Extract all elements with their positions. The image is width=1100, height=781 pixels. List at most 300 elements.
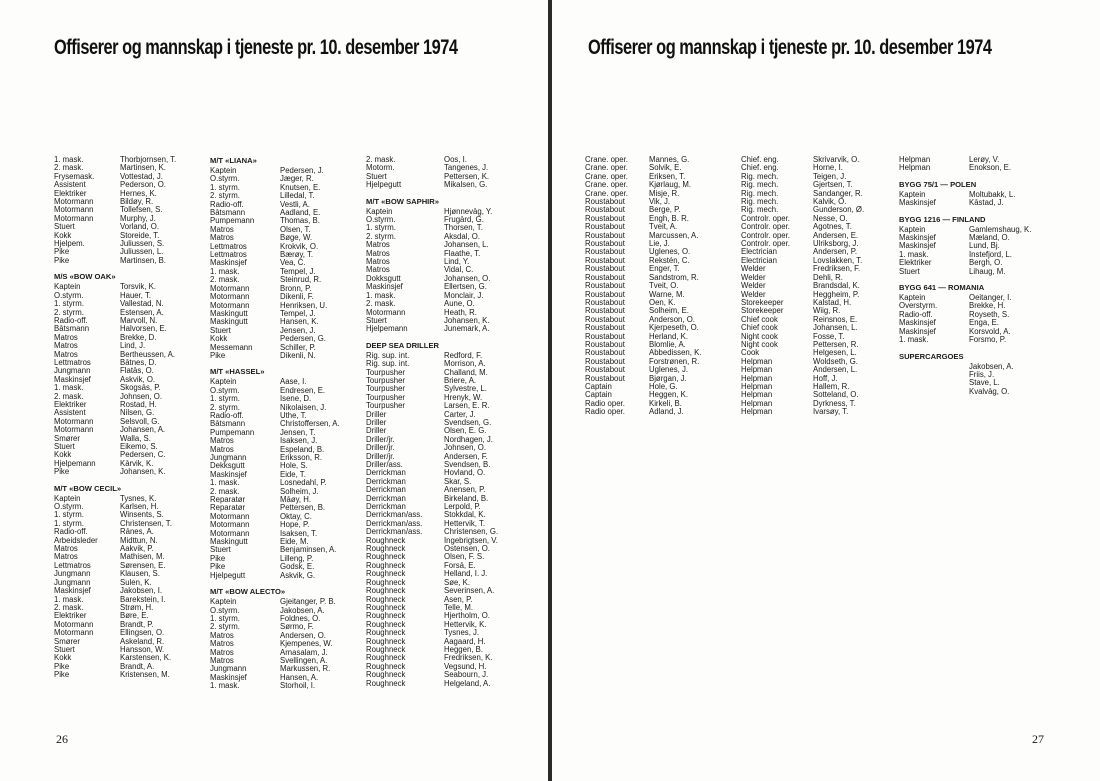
crew-row — [210, 251, 350, 259]
crew-role: Chief cook — [741, 315, 778, 324]
crew-row — [210, 598, 350, 606]
crew-row — [899, 164, 1049, 172]
crew-role: Helpman — [741, 391, 773, 400]
crew-name: Heggen, B. — [444, 645, 484, 654]
crew-row — [54, 367, 192, 375]
crew-section — [741, 156, 891, 417]
crew-row — [210, 285, 350, 293]
crew-row — [210, 192, 350, 200]
crew-row — [585, 181, 725, 189]
crew-role: Maskinsjef — [210, 259, 247, 268]
crew-name: Thomas, B. — [280, 217, 320, 226]
crew-role: Roughneck — [366, 578, 406, 587]
crew-name: Hettervik, T. — [444, 519, 486, 528]
crew-name: Losnedahl, P. — [280, 479, 327, 488]
crew-name: Lerpold, P. — [444, 503, 481, 512]
crew-row — [54, 528, 192, 536]
crew-row — [210, 538, 350, 546]
crew-name: Christensen, G. — [444, 528, 499, 537]
crew-row — [54, 638, 192, 646]
crew-name: Lind, Y. — [444, 258, 470, 267]
crew-row — [366, 528, 508, 536]
crew-role: 2. mask. — [54, 603, 84, 612]
crew-row — [54, 257, 192, 265]
crew-role: 2. styrm. — [210, 403, 240, 412]
crew-role: Helpman — [899, 164, 931, 173]
crew-name: Tempel, J. — [280, 267, 316, 276]
crew-name: Oktay, C. — [280, 512, 312, 521]
crew-row — [366, 173, 508, 181]
crew-name: Morrison, A. — [444, 360, 486, 369]
crew-row — [899, 388, 1049, 396]
crew-name: Severinsen, A. — [444, 587, 495, 596]
crew-role: Roughneck — [366, 654, 406, 663]
crew-role: Driller — [366, 427, 387, 436]
crew-role: Maskinsjef — [899, 319, 936, 328]
crew-role: 2. styrm. — [54, 308, 84, 317]
crew-name: Hettervik, K. — [444, 620, 487, 629]
crew-name: Aune, O. — [444, 300, 475, 309]
crew-role: Kaptein — [366, 207, 393, 216]
crew-row — [210, 327, 350, 335]
crew-row — [54, 190, 192, 198]
crew-row — [585, 375, 725, 383]
crew-role: Kokk — [54, 654, 72, 663]
section-heading: M/T «BOW CECIL» — [54, 483, 122, 493]
crew-name: Helland, I. J. — [444, 570, 488, 579]
crew-name: Sandstrom, R. — [649, 273, 699, 282]
crew-row — [899, 371, 1049, 379]
crew-role: Derrickman/ass. — [366, 511, 423, 520]
crew-name: Olsen, T. — [280, 225, 311, 234]
crew-name: Karlsen, H. — [120, 503, 159, 512]
crew-name: Gamlemshaug, K. — [969, 225, 1032, 234]
roster-column — [899, 156, 1049, 403]
crew-role: Electrician — [741, 248, 777, 257]
crew-role: Elektriker — [54, 189, 87, 198]
crew-name: Monclair, J. — [444, 291, 484, 300]
crew-name: Båtnes, D. — [120, 358, 157, 367]
crew-name: Pettersen, B. — [280, 504, 326, 513]
crew-role: Hjelpegutt — [210, 571, 246, 580]
crew-role: Matros — [54, 342, 78, 351]
crew-row — [54, 468, 192, 476]
crew-role: Radio oper. — [585, 408, 625, 417]
crew-role: O.styrm. — [210, 606, 240, 615]
crew-name: Skogsås, P. — [120, 384, 161, 393]
crew-name: Pedersen, G. — [280, 335, 326, 344]
crew-row — [366, 587, 508, 595]
crew-row — [54, 173, 192, 181]
crew-name: Brandt, A. — [120, 662, 155, 671]
crew-name: Marvoll, N. — [120, 316, 158, 325]
crew-name: Brandsdal, K. — [813, 282, 860, 291]
crew-name: Bærøy, T. — [280, 251, 314, 260]
crew-name: Markussen, R. — [280, 665, 331, 674]
crew-row — [585, 383, 725, 391]
crew-name: Jensen, J. — [280, 326, 316, 335]
crew-role: Jungmann — [54, 367, 91, 376]
crew-row — [210, 167, 350, 175]
crew-row — [366, 352, 508, 360]
crew-name: Isaksen, J. — [280, 437, 318, 446]
crew-role: Pumpemann — [210, 428, 255, 437]
crew-row — [899, 242, 1049, 250]
crew-name: Hernes, K. — [120, 189, 157, 198]
crew-row — [366, 453, 508, 461]
crew-role: Captain — [585, 391, 612, 400]
crew-role: Maskingutt — [210, 309, 248, 318]
crew-name: Kirkeli, B. — [649, 399, 682, 408]
crew-row — [210, 302, 350, 310]
crew-section — [899, 156, 1049, 173]
crew-row — [585, 391, 725, 399]
crew-name: Oos, I. — [444, 156, 467, 164]
crew-name: Hrenyk, W. — [444, 393, 483, 402]
crew-role: Elektriker — [54, 400, 87, 409]
crew-name: Midttun, N. — [120, 536, 158, 545]
crew-row — [741, 181, 891, 189]
crew-name: Forstrønen, R. — [649, 357, 700, 366]
crew-row — [585, 223, 725, 231]
section-heading: M/S «BOW OAK» — [54, 272, 116, 282]
crew-name: Jæger, R. — [280, 175, 314, 184]
crew-name: Christoffersen, A. — [280, 420, 340, 429]
crew-role: Båtsmann — [210, 209, 246, 218]
crew-role — [899, 388, 969, 396]
crew-role: Roustabout — [585, 374, 625, 383]
crew-role: Cook — [741, 349, 760, 358]
crew-row — [741, 400, 891, 408]
crew-row — [585, 198, 725, 206]
crew-row — [366, 604, 508, 612]
crew-role: Chief. eng. — [741, 156, 779, 164]
right-page — [552, 0, 1100, 781]
crew-role: Assistent — [54, 181, 86, 190]
crew-row — [54, 604, 192, 612]
crew-name: Forsmo, P. — [969, 336, 1007, 345]
section-heading: BYGG 75/1 — POLEN — [899, 179, 977, 189]
crew-row — [741, 198, 891, 206]
crew-role: Roustabout — [585, 290, 625, 299]
crew-role: 1. mask. — [210, 682, 240, 691]
crew-row — [899, 226, 1049, 234]
crew-role: Roustabout — [585, 214, 625, 223]
crew-role: Matros — [54, 545, 78, 554]
crew-row — [585, 307, 725, 315]
crew-name: Adland, J. — [649, 408, 684, 417]
crew-role: Roustabout — [585, 349, 625, 358]
crew-name: Andersen, F. — [444, 452, 488, 461]
crew-row — [210, 446, 350, 454]
crew-row — [54, 579, 192, 587]
crew-role: Motormann — [210, 284, 250, 293]
crew-role: 2. mask. — [210, 487, 240, 496]
crew-row — [210, 209, 350, 217]
crew-row — [210, 682, 350, 690]
crew-role: Kokk — [54, 451, 72, 460]
crew-row — [585, 173, 725, 181]
crew-name: Krokvik, O. — [280, 242, 319, 251]
crew-role: Driller — [366, 410, 387, 419]
crew-role: Roustabout — [585, 357, 625, 366]
crew-name: Barekstein, I. — [120, 595, 166, 604]
crew-name: Uglenes, J. — [649, 366, 689, 375]
crew-name: Kjempenes, W. — [280, 640, 333, 649]
crew-name: Svellingen, A. — [280, 656, 328, 665]
crew-role: Radio-off. — [210, 411, 244, 420]
crew-name: Teigen, J. — [813, 172, 847, 181]
crew-role: Matros — [366, 258, 390, 267]
crew-row — [210, 640, 350, 648]
crew-role: Dokksgutt — [366, 274, 401, 283]
crew-name: Anensen, P. — [444, 486, 486, 495]
crew-role — [899, 371, 969, 379]
crew-row — [585, 299, 725, 307]
crew-role: Lettmatros — [54, 561, 91, 570]
crew-role: Roustabout — [585, 298, 625, 307]
crew-row — [899, 363, 1049, 371]
crew-name: Gunderson, Ø. — [813, 206, 865, 215]
crew-role: Matros — [210, 648, 234, 657]
crew-name: Klausen, S. — [120, 570, 160, 579]
crew-role: Pike — [210, 554, 226, 563]
crew-section — [366, 156, 508, 190]
crew-name: Vallestad, N. — [120, 300, 164, 309]
crew-role: Rig. mech. — [741, 189, 779, 198]
crew-role: Roustabout — [585, 231, 625, 240]
section-heading: BYGG 641 — ROMANIA — [899, 283, 985, 293]
crew-role: Night cook — [741, 332, 778, 341]
crew-name: Bøge, W. — [280, 234, 313, 243]
crew-row — [210, 429, 350, 437]
crew-role: Radio-off. — [54, 528, 88, 537]
crew-name: Johansen, K. — [120, 468, 166, 477]
crew-role: Roughneck — [366, 536, 406, 545]
crew-role: Driller/jr. — [366, 444, 395, 453]
crew-role: Roustabout — [585, 240, 625, 249]
crew-role: Radio oper. — [585, 399, 625, 408]
crew-role: Matros — [54, 350, 78, 359]
crew-row — [54, 359, 192, 367]
crew-name: Mannes, G. — [649, 156, 690, 164]
crew-role: 2. styrm. — [210, 623, 240, 632]
crew-name: Lilleng, P. — [280, 554, 314, 563]
crew-role: Roughneck — [366, 570, 406, 579]
crew-section — [899, 180, 1049, 208]
crew-name: Aksdal, O. — [444, 232, 480, 241]
crew-role: Chief. eng. — [741, 164, 779, 173]
crew-role: Derrickman — [366, 486, 406, 495]
crew-name: Pedersen, J. — [280, 167, 324, 175]
crew-row — [585, 341, 725, 349]
crew-row — [366, 646, 508, 654]
crew-name: Martinsen, B. — [120, 256, 166, 265]
crew-role: Matros — [366, 241, 390, 250]
crew-row — [210, 395, 350, 403]
crew-role: Matros — [210, 234, 234, 243]
crew-row — [210, 344, 350, 352]
crew-name: Bergh, O. — [969, 259, 1003, 268]
crew-row — [210, 268, 350, 276]
crew-name: Hjønnevåg, Y. — [444, 207, 493, 216]
crew-name: Hansen, K. — [280, 318, 319, 327]
crew-name: Vestli, A. — [280, 200, 310, 209]
crew-name: Godsk, E. — [280, 563, 315, 572]
crew-role: Motorm. — [366, 164, 395, 173]
crew-name: Aakvik, P. — [120, 545, 154, 554]
crew-name: Andersen, P. — [813, 248, 858, 257]
crew-name: Rostad, H. — [120, 400, 157, 409]
crew-role: Stuert — [54, 443, 75, 451]
crew-role: Båtsmann — [210, 420, 246, 429]
crew-section — [899, 215, 1049, 276]
crew-row — [54, 215, 192, 223]
crew-role: Hjelpemann — [54, 459, 96, 468]
crew-row — [210, 310, 350, 318]
crew-name: Christensen, T. — [120, 519, 172, 528]
crew-role: Roughneck — [366, 553, 406, 562]
crew-name: Skar, S. — [444, 477, 472, 486]
crew-name: Telle, M. — [444, 603, 474, 612]
crew-name: Uglenes, O. — [649, 248, 691, 257]
crew-name: Kristensen, M. — [120, 671, 170, 680]
crew-row — [210, 175, 350, 183]
crew-row — [741, 257, 891, 265]
crew-name: Søe, K. — [444, 578, 470, 587]
page-title: Offiserer og mannskap i tjeneste pr. 10. desember 1974 — [54, 36, 458, 59]
crew-role: Motormann — [54, 426, 94, 435]
crew-row — [366, 233, 508, 241]
crew-row — [54, 570, 192, 578]
crew-role: Tourpusher — [366, 393, 406, 402]
crew-row — [741, 232, 891, 240]
crew-name: Solheim, J. — [280, 487, 319, 496]
crew-row — [210, 217, 350, 225]
crew-row — [899, 268, 1049, 276]
crew-name: Olsen, F. S. — [444, 553, 485, 562]
crew-name: Uthe, T. — [280, 411, 307, 420]
crew-name: Murphy, J. — [120, 214, 156, 223]
crew-role: Derrickman — [366, 494, 406, 503]
crew-role: Helpman — [741, 399, 773, 408]
page-title: Offiserer og mannskap i tjeneste pr. 10. desember 1974 — [588, 36, 992, 59]
crew-row — [210, 293, 350, 301]
crew-role: Storekeeper — [741, 307, 784, 316]
crew-role: 1. mask. — [366, 291, 396, 300]
crew-row — [366, 325, 508, 333]
crew-row — [741, 265, 891, 273]
crew-row — [54, 587, 192, 595]
crew-name: Selsvoll, G. — [120, 417, 160, 426]
crew-row — [54, 612, 192, 620]
crew-role: Motormann — [210, 301, 250, 310]
crew-row — [366, 436, 508, 444]
crew-row — [210, 632, 350, 640]
crew-name: Nilsen, G. — [120, 409, 155, 418]
crew-role: Maskinsjef — [210, 673, 247, 682]
crew-name: Endresen, E. — [280, 386, 326, 395]
crew-row — [741, 316, 891, 324]
crew-row — [585, 349, 725, 357]
crew-role: Rig. sup. int. — [366, 360, 410, 369]
crew-name: Nikolaisen, J. — [280, 403, 327, 412]
crew-role: Roustabout — [585, 256, 625, 265]
crew-role: Matros — [210, 225, 234, 234]
crew-role: 1. styrm. — [54, 511, 84, 520]
crew-role: Roustabout — [585, 340, 625, 349]
crew-role: Matros — [54, 553, 78, 562]
crew-role: Motormann — [210, 529, 250, 538]
crew-name: Forså, E. — [444, 561, 476, 570]
crew-name: Oen, K. — [649, 298, 676, 307]
crew-row — [210, 387, 350, 395]
roster-column — [54, 156, 192, 687]
crew-role: Maskinsjef — [899, 327, 936, 336]
crew-name: Dikenli, N. — [280, 351, 316, 360]
crew-row — [366, 266, 508, 274]
crew-row — [741, 383, 891, 391]
crew-name: Gjeitanger, P. B. — [280, 598, 336, 607]
crew-role: Pike — [54, 671, 70, 680]
crew-row — [210, 184, 350, 192]
crew-name: Storhoil, I. — [280, 682, 316, 691]
crew-name: Vegsund, H. — [444, 662, 487, 671]
crew-role: Motormann — [54, 417, 94, 426]
crew-role: Kaptein — [210, 598, 237, 607]
crew-name: Aagaard, H. — [444, 637, 486, 646]
crew-name: Estensen, A. — [120, 308, 164, 317]
crew-role: Kaptein — [54, 283, 81, 292]
crew-name: Hjertholm, O. — [444, 612, 490, 621]
crew-role: Smører — [54, 637, 80, 646]
crew-role: Roustabout — [585, 324, 625, 333]
crew-name: Tangenes, J. — [444, 164, 489, 173]
crew-name: Tveit, A. — [649, 223, 678, 232]
crew-row — [54, 460, 192, 468]
crew-name: Brekke, H. — [969, 302, 1006, 311]
crew-name: Jakobsen, I. — [120, 587, 163, 596]
crew-row — [366, 275, 508, 283]
crew-name: Agotnes, T. — [813, 223, 852, 232]
crew-row — [899, 251, 1049, 259]
page-number: 27 — [1032, 732, 1044, 746]
crew-row — [899, 234, 1049, 242]
crew-name: Martinsen, K. — [120, 164, 166, 173]
crew-role: Kaptein — [899, 294, 926, 303]
crew-role: Roughneck — [366, 603, 406, 612]
crew-name: Herland, K. — [649, 332, 689, 341]
crew-name: Johnsen, O. — [444, 444, 487, 453]
crew-name: Friis, J. — [969, 370, 995, 379]
crew-role: Maskinsjef — [54, 375, 91, 384]
crew-role: Welder — [741, 282, 766, 291]
crew-role: Matros — [210, 656, 234, 665]
crew-name: Redford, F. — [444, 351, 483, 360]
crew-row — [210, 437, 350, 445]
section-heading: M/T «LIANA» — [210, 156, 257, 165]
crew-row — [210, 572, 350, 580]
crew-name: Fredriksen, K. — [444, 654, 493, 663]
crew-name: Dikenli, F. — [280, 293, 314, 302]
crew-name: Eikemo, S. — [120, 443, 158, 451]
crew-role: Crane. oper. — [585, 181, 628, 190]
crew-row — [741, 190, 891, 198]
crew-role: Smører — [54, 434, 80, 443]
crew-name: Enger, T. — [649, 265, 680, 274]
crew-row — [366, 663, 508, 671]
crew-role: Motormann — [54, 206, 94, 215]
